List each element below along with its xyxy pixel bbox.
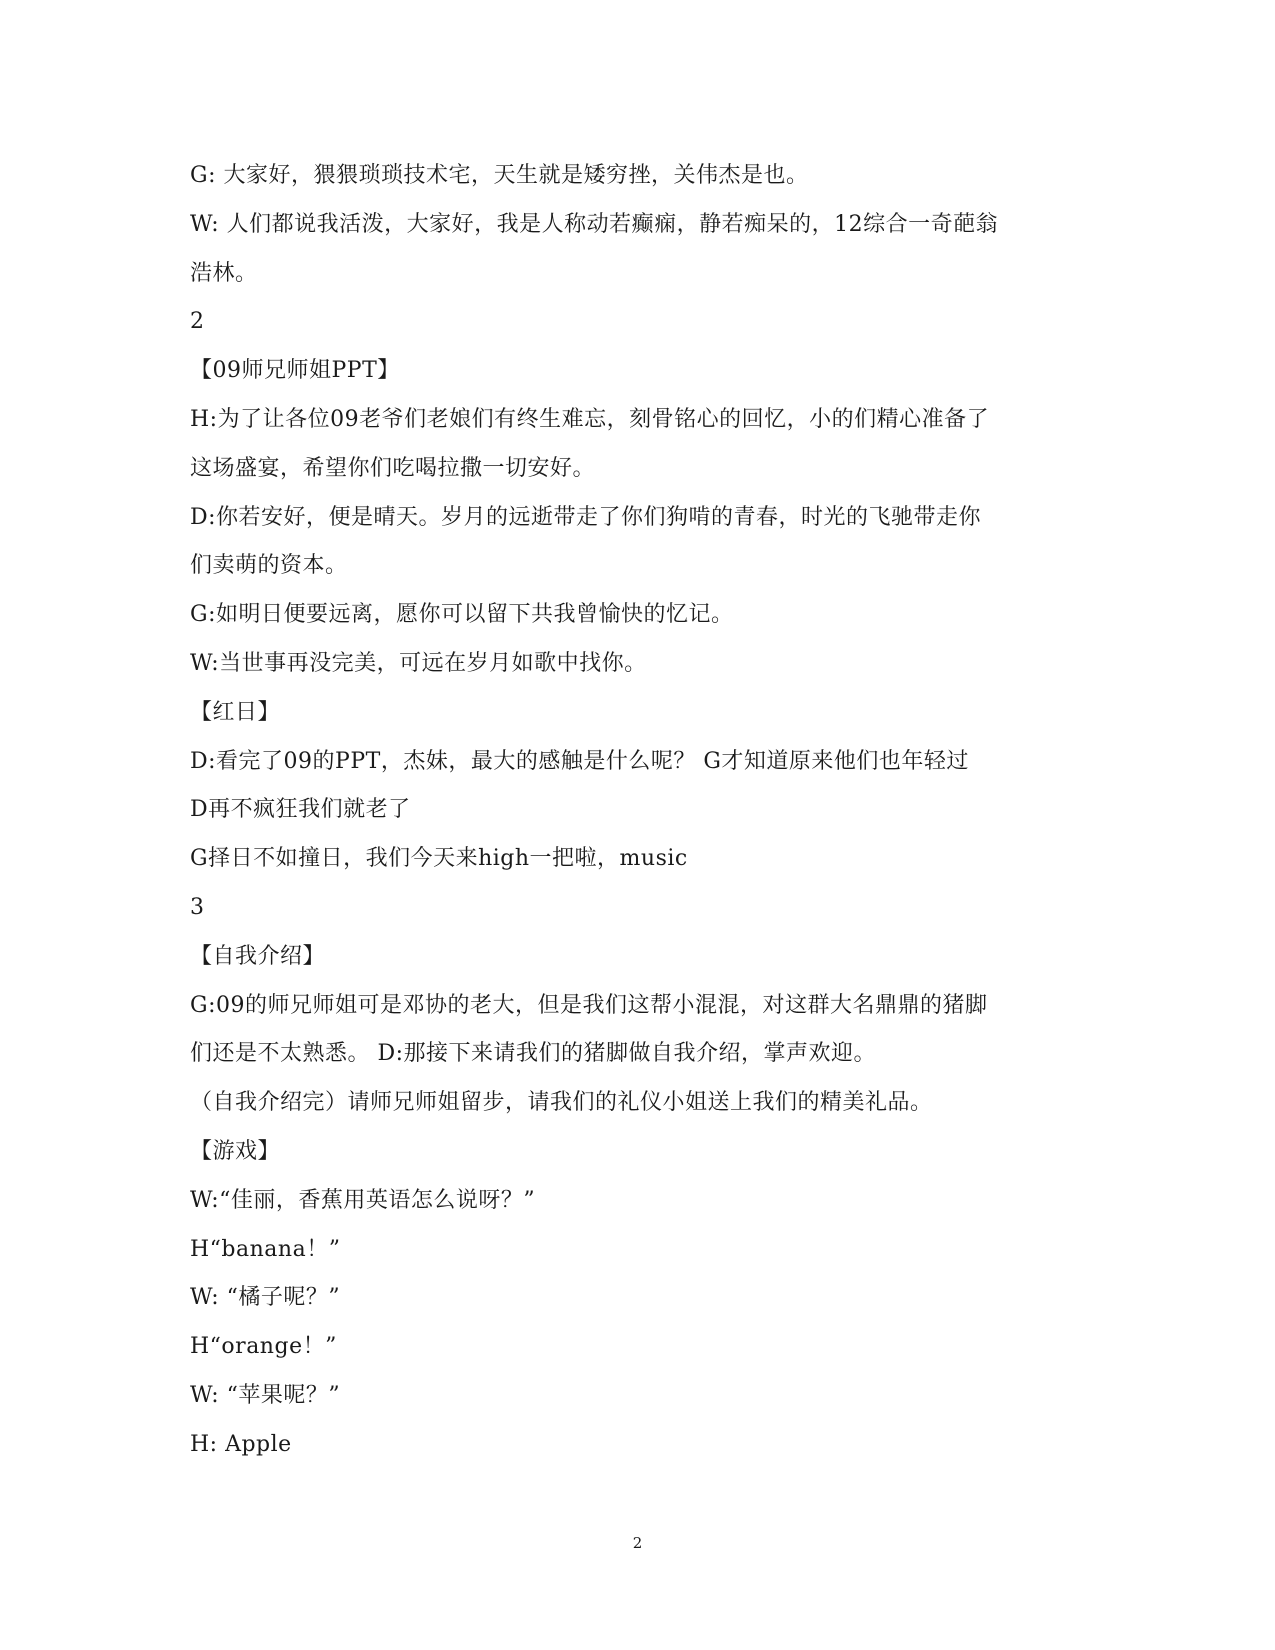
section-heading: 【09师兄师姐PPT】 bbox=[190, 358, 400, 384]
page-number: 2 bbox=[632, 1534, 643, 1552]
text-line: G择日不如撞日，我们今天来high一把啦，music bbox=[190, 846, 688, 872]
text-line: W: 人们都说我活泼，大家好，我是人称动若癫痫，静若痴呆的，12综合一奇葩翁 bbox=[190, 211, 999, 237]
text-line: D:你若安好，便是晴天。岁月的远逝带走了你们狗啃的青春，时光的飞驰带走你 bbox=[190, 504, 982, 530]
text-line: W: “橘子呢？” bbox=[190, 1285, 341, 1311]
text-line: H“orange！” bbox=[190, 1334, 337, 1360]
text-line: 浩林。 bbox=[190, 260, 258, 286]
text-line: H“banana！” bbox=[190, 1236, 341, 1262]
section-heading: 【游戏】 bbox=[190, 1138, 281, 1164]
text-line: H:为了让各位09老爷们老娘们有终生难忘，刻骨铭心的回忆，小的们精心准备了 bbox=[190, 406, 990, 432]
section-heading: 【红日】 bbox=[190, 699, 281, 725]
text-line: 们卖萌的资本。 bbox=[190, 553, 348, 579]
text-line: 们还是不太熟悉。 D:那接下来请我们的猪脚做自我介绍，掌声欢迎。 bbox=[190, 1041, 877, 1067]
section-number: 2 bbox=[190, 309, 205, 335]
text-line: 这场盛宴，希望你们吃喝拉撒一切安好。 bbox=[190, 455, 596, 481]
text-line: G:如明日便要远离，愿你可以留下共我曾愉快的忆记。 bbox=[190, 602, 734, 628]
text-line: G: 大家好，猥猥琐琐技术宅，天生就是矮穷挫，关伟杰是也。 bbox=[190, 163, 809, 188]
text-line: W:“佳丽，香蕉用英语怎么说呀？” bbox=[190, 1187, 536, 1213]
text-line: D:看完了09的PPT，杰妹，最大的感触是什么呢？ G才知道原来他们也年轻过 bbox=[190, 748, 969, 774]
section-heading: 【自我介绍】 bbox=[190, 943, 326, 969]
text-line: （自我介绍完）请师兄师姐留步，请我们的礼仪小姐送上我们的精美礼品。 bbox=[190, 1090, 933, 1116]
text-line: H: Apple bbox=[190, 1431, 292, 1457]
document-body bbox=[190, 152, 1090, 1470]
text-line: W: “苹果呢？” bbox=[190, 1382, 341, 1408]
section-number: 3 bbox=[190, 894, 205, 920]
text-line: D再不疯狂我们就老了 bbox=[190, 797, 411, 823]
text-line: W:当世事再没完美，可远在岁月如歌中找你。 bbox=[190, 650, 647, 676]
text-line: G:09的师兄师姐可是邓协的老大，但是我们这帮小混混，对这群大名鼎鼎的猪脚 bbox=[190, 992, 988, 1018]
